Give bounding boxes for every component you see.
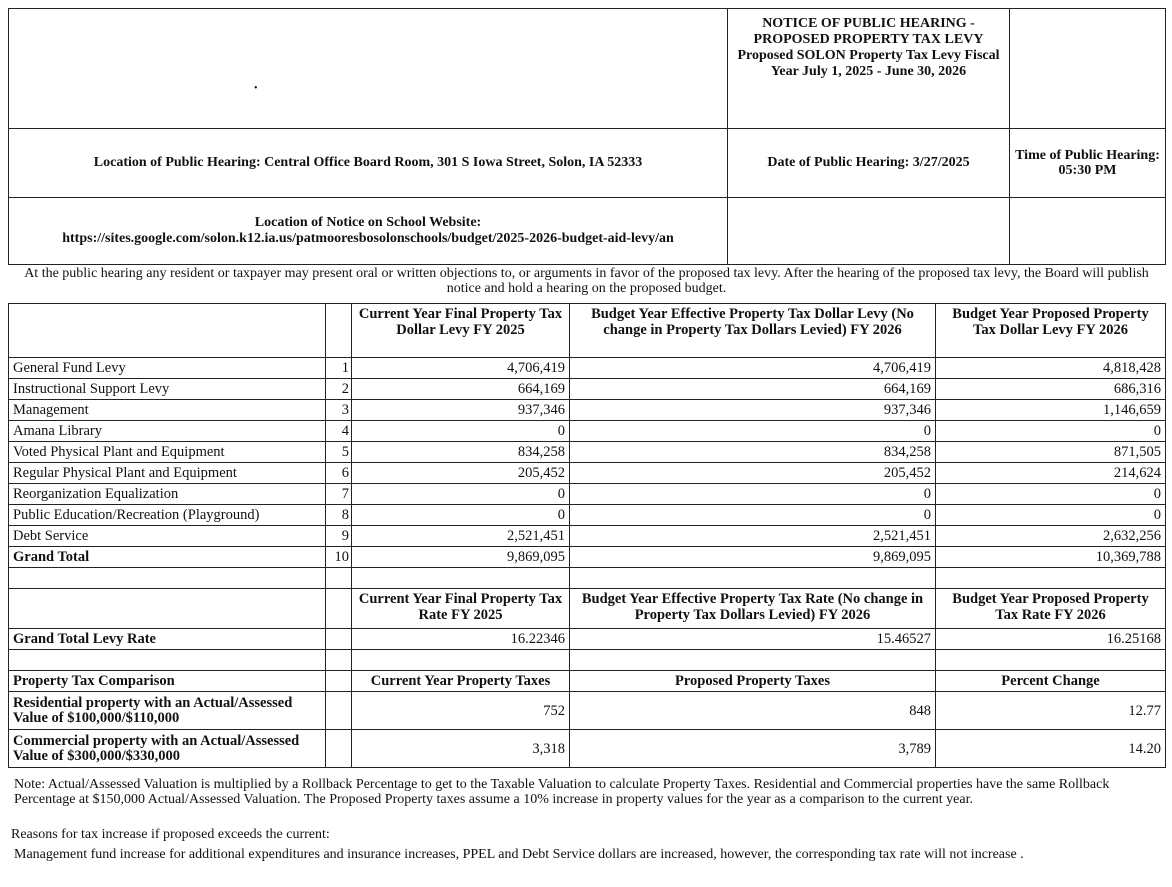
levy-proposed: 686,316 xyxy=(936,379,1166,400)
comparison-row xyxy=(9,692,1166,730)
levy-proposed: 0 xyxy=(936,484,1166,505)
hearing-header-table xyxy=(8,8,1166,265)
spacer-row xyxy=(9,568,1166,589)
levy-line-number: 10 xyxy=(326,547,352,568)
levy-row xyxy=(9,463,1166,484)
levy-line-number: 2 xyxy=(326,379,352,400)
levy-row xyxy=(9,400,1166,421)
comparison-proposed: 848 xyxy=(570,692,936,730)
levy-proposed: 1,146,659 xyxy=(936,400,1166,421)
rate-current: 16.22346 xyxy=(352,629,570,650)
blank-header-cell xyxy=(9,9,728,129)
levy-proposed: 871,505 xyxy=(936,442,1166,463)
blank-cell xyxy=(326,730,352,768)
blank-cell xyxy=(9,304,326,358)
blank-cell xyxy=(9,589,326,629)
levy-proposed: 0 xyxy=(936,421,1166,442)
col-header-proposed-rate: Budget Year Proposed Property Tax Rate FY 2026 xyxy=(936,589,1166,629)
levy-line-number: 9 xyxy=(326,526,352,547)
levy-line-number: 4 xyxy=(326,421,352,442)
levy-effective: 0 xyxy=(570,484,936,505)
blank-cell xyxy=(326,629,352,650)
rate-row xyxy=(9,629,1166,650)
hearing-location: Location of Public Hearing: Central Office Board Room, 301 S Iowa Street, Solon, IA 52333 xyxy=(9,129,728,198)
levy-current: 205,452 xyxy=(352,463,570,484)
blank-cell xyxy=(326,692,352,730)
levy-label: Regular Physical Plant and Equipment xyxy=(9,463,326,484)
levy-row xyxy=(9,358,1166,379)
website-cell xyxy=(9,198,728,265)
comparison-current: 752 xyxy=(352,692,570,730)
levy-label: Management xyxy=(9,400,326,421)
comparison-header-row xyxy=(9,671,1166,692)
levy-row xyxy=(9,421,1166,442)
comparison-property-label: Residential property with an Actual/Assessed Value of $100,000/$110,000 xyxy=(9,692,326,730)
levy-line-number: 6 xyxy=(326,463,352,484)
blank-header-cell xyxy=(1010,9,1166,129)
blank-header-cell xyxy=(728,198,1010,265)
levy-effective: 2,521,451 xyxy=(570,526,936,547)
levy-row xyxy=(9,484,1166,505)
levy-label: Voted Physical Plant and Equipment xyxy=(9,442,326,463)
blank-cell xyxy=(326,304,352,358)
levy-proposed: 10,369,788 xyxy=(936,547,1166,568)
spacer-row xyxy=(9,650,1166,671)
reasons-text: Management fund increase for additional expenditures and insurance increases, PPEL and Debt Service dollars are increased, however, the corresponding tax rate will not increase . xyxy=(14,847,1024,862)
levy-label: Public Education/Recreation (Playground) xyxy=(9,505,326,526)
levy-effective: 664,169 xyxy=(570,379,936,400)
levy-row xyxy=(9,526,1166,547)
levy-label: Grand Total xyxy=(9,547,326,568)
levy-line-number: 8 xyxy=(326,505,352,526)
blank-cell xyxy=(326,589,352,629)
comparison-proposed: 3,789 xyxy=(570,730,936,768)
notice-title: NOTICE OF PUBLIC HEARING - PROPOSED PROPERTY TAX LEVY xyxy=(753,16,984,47)
levy-proposed: 2,632,256 xyxy=(936,526,1166,547)
levy-line-number: 3 xyxy=(326,400,352,421)
levy-table xyxy=(8,303,1166,768)
rate-effective: 15.46527 xyxy=(570,629,936,650)
levy-current: 9,869,095 xyxy=(352,547,570,568)
rate-label: Grand Total Levy Rate xyxy=(9,629,326,650)
hearing-date: Date of Public Hearing: 3/27/2025 xyxy=(728,129,1010,198)
comparison-label: Property Tax Comparison xyxy=(9,671,326,692)
levy-row xyxy=(9,442,1166,463)
levy-current: 4,706,419 xyxy=(352,358,570,379)
col-header-current-rate: Current Year Final Property Tax Rate FY 2025 xyxy=(352,589,570,629)
levy-header-row xyxy=(9,304,1166,358)
reasons-heading: Reasons for tax increase if proposed exceeds the current: xyxy=(11,827,330,842)
hearing-time: Time of Public Hearing: 05:30 PM xyxy=(1010,129,1166,198)
col-header-percent-change: Percent Change xyxy=(936,671,1166,692)
levy-rows xyxy=(9,358,1166,568)
intro-paragraph: At the public hearing any resident or taxpayer may present oral or written objections to, or arguments in favor of the proposed tax levy. After the hearing of the proposed tax levy, the Board will publish notice and hold a hearing on the proposed budget. xyxy=(24,266,1149,296)
col-header-effective-levy: Budget Year Effective Property Tax Dollar Levy (No change in Property Tax Dollars Levied) FY 2026 xyxy=(570,304,936,358)
levy-current: 0 xyxy=(352,505,570,526)
comparison-row xyxy=(9,730,1166,768)
levy-current: 0 xyxy=(352,421,570,442)
comparison-property-label: Commercial property with an Actual/Assessed Value of $300,000/$330,000 xyxy=(9,730,326,768)
levy-effective: 937,346 xyxy=(570,400,936,421)
comparison-current: 3,318 xyxy=(352,730,570,768)
levy-label: General Fund Levy xyxy=(9,358,326,379)
levy-effective: 0 xyxy=(570,421,936,442)
col-header-current-taxes: Current Year Property Taxes xyxy=(352,671,570,692)
blank-cell xyxy=(326,671,352,692)
levy-label: Instructional Support Levy xyxy=(9,379,326,400)
levy-effective: 205,452 xyxy=(570,463,936,484)
levy-current: 664,169 xyxy=(352,379,570,400)
levy-current: 0 xyxy=(352,484,570,505)
levy-line-number: 7 xyxy=(326,484,352,505)
levy-current: 834,258 xyxy=(352,442,570,463)
rate-header-row xyxy=(9,589,1166,629)
levy-row xyxy=(9,505,1166,526)
website-label: Location of Notice on School Website: xyxy=(254,215,482,230)
col-header-proposed-taxes: Proposed Property Taxes xyxy=(570,671,936,692)
col-header-current-levy: Current Year Final Property Tax Dollar Levy FY 2025 xyxy=(352,304,570,358)
levy-row xyxy=(9,547,1166,568)
col-header-effective-rate: Budget Year Effective Property Tax Rate (No change in Property Tax Dollars Levied) FY 2026 xyxy=(570,589,936,629)
levy-effective: 0 xyxy=(570,505,936,526)
levy-proposed: 4,818,428 xyxy=(936,358,1166,379)
levy-subtitle: Proposed SOLON Property Tax Levy Fiscal Year July 1, 2025 - June 30, 2026 xyxy=(737,48,1000,79)
comparison-change: 14.20 xyxy=(936,730,1166,768)
levy-effective: 4,706,419 xyxy=(570,358,936,379)
levy-label: Amana Library xyxy=(9,421,326,442)
website-url: https://sites.google.com/solon.k12.ia.us/patmooresbosolonschools/budget/2025-2026-budget-aid-levy/an xyxy=(62,231,674,246)
levy-line-number: 1 xyxy=(326,358,352,379)
comparison-rows xyxy=(9,692,1166,768)
blank-header-cell xyxy=(1010,198,1166,265)
notice-title-cell xyxy=(728,9,1010,129)
levy-current: 2,521,451 xyxy=(352,526,570,547)
rate-proposed: 16.25168 xyxy=(936,629,1166,650)
levy-proposed: 0 xyxy=(936,505,1166,526)
col-header-proposed-levy: Budget Year Proposed Property Tax Dollar Levy FY 2026 xyxy=(936,304,1166,358)
levy-row xyxy=(9,379,1166,400)
levy-effective: 9,869,095 xyxy=(570,547,936,568)
rollback-note: Note: Actual/Assessed Valuation is multiplied by a Rollback Percentage to get to the Taxable Valuation to calculate Property Taxes. Residential and Commercial properties have the same Rollback Percentage at $150,000 Actual/Assessed Valuation. The Proposed Property taxes assume a 10% increase in property values for the year as a comparison to the current year. xyxy=(14,777,1110,807)
levy-current: 937,346 xyxy=(352,400,570,421)
comparison-change: 12.77 xyxy=(936,692,1166,730)
levy-proposed: 214,624 xyxy=(936,463,1166,484)
levy-line-number: 5 xyxy=(326,442,352,463)
levy-label: Reorganization Equalization xyxy=(9,484,326,505)
levy-effective: 834,258 xyxy=(570,442,936,463)
levy-label: Debt Service xyxy=(9,526,326,547)
stray-mark: • xyxy=(254,83,258,94)
